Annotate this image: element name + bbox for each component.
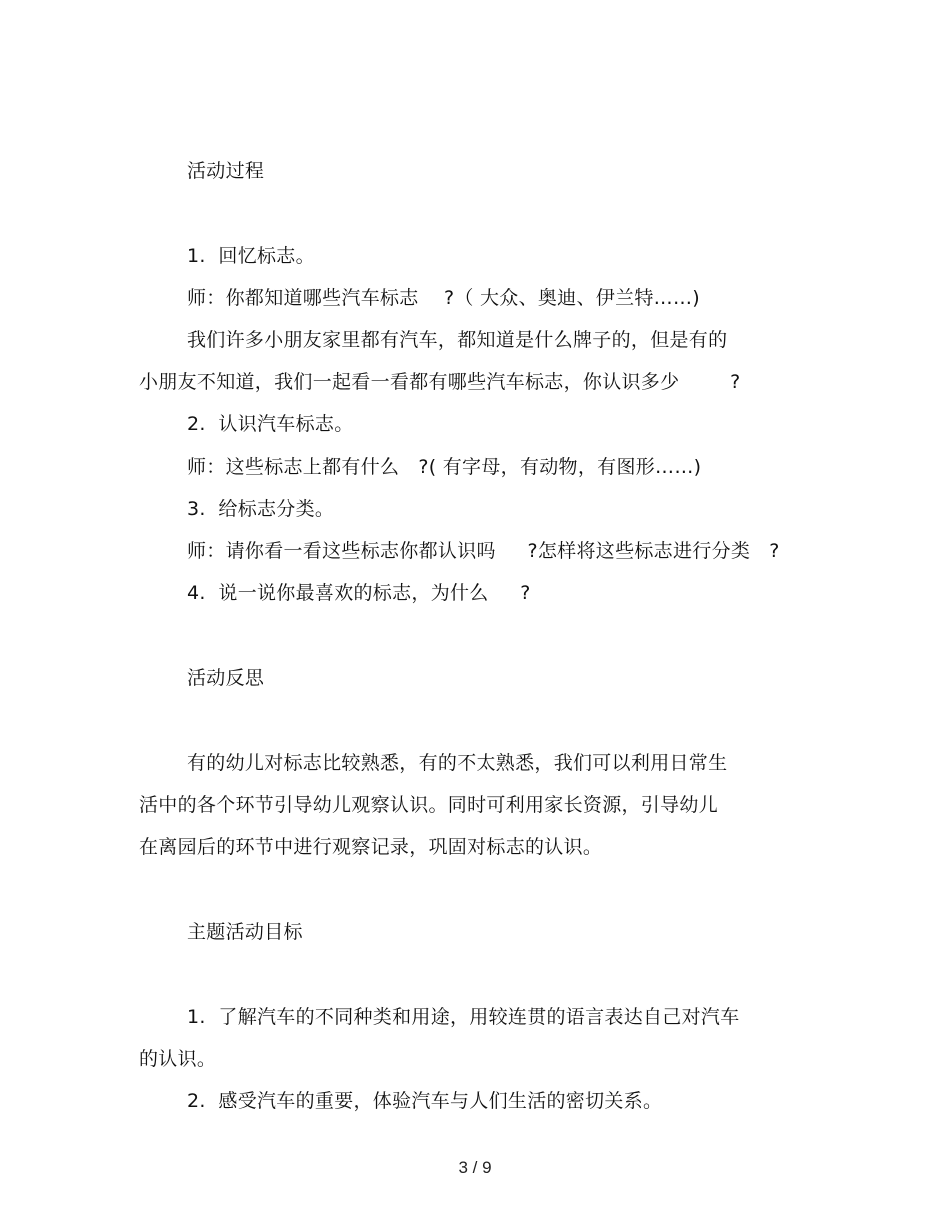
paragraph-line: 4. 说一说你最喜欢的标志，为什么 ?	[187, 582, 531, 604]
paragraph-line: 的认识。	[139, 1048, 217, 1070]
section-heading-activity-reflection: 活动反思	[187, 667, 265, 689]
paragraph-line: 活中的各个环节引导幼儿观察认识。同时可利用家长资源，引导幼儿	[139, 794, 719, 816]
paragraph-line: 3. 给标志分类。	[187, 498, 335, 520]
paragraph-line: 有的幼儿对标志比较熟悉，有的不太熟悉，我们可以利用日常生	[187, 752, 728, 774]
paragraph-line: 2. 认识汽车标志。	[187, 413, 354, 435]
paragraph-line: 我们许多小朋友家里都有汽车，都知道是什么牌子的，但是有的	[187, 329, 728, 351]
paragraph-line: 师：请你看一看这些标志你都认识吗 ?怎样将这些标志进行分类 ?	[187, 540, 780, 562]
paragraph-line: 小朋友不知道，我们一起看一看都有哪些汽车标志，你认识多少 ?	[139, 371, 741, 393]
paragraph-line: 1. 了解汽车的不同种类和用途，用较连贯的语言表达自己对汽车	[187, 1006, 740, 1028]
page-number: 3 / 9	[458, 1158, 492, 1177]
paragraph-line: 师：你都知道哪些汽车标志 ?（ 大众、奥迪、伊兰特……)	[187, 287, 700, 309]
section-heading-activity-process: 活动过程	[187, 160, 265, 182]
paragraph-line: 师：这些标志上都有什么 ?( 有字母，有动物，有图形……)	[187, 456, 702, 478]
paragraph-line: 1. 回忆标志。	[187, 245, 315, 267]
paragraph-line: 2. 感受汽车的重要，体验汽车与人们生活的密切关系。	[187, 1090, 663, 1112]
section-heading-theme-goals: 主题活动目标	[187, 921, 303, 943]
paragraph-line: 在离园后的环节中进行观察记录，巩固对标志的认识。	[139, 836, 603, 858]
